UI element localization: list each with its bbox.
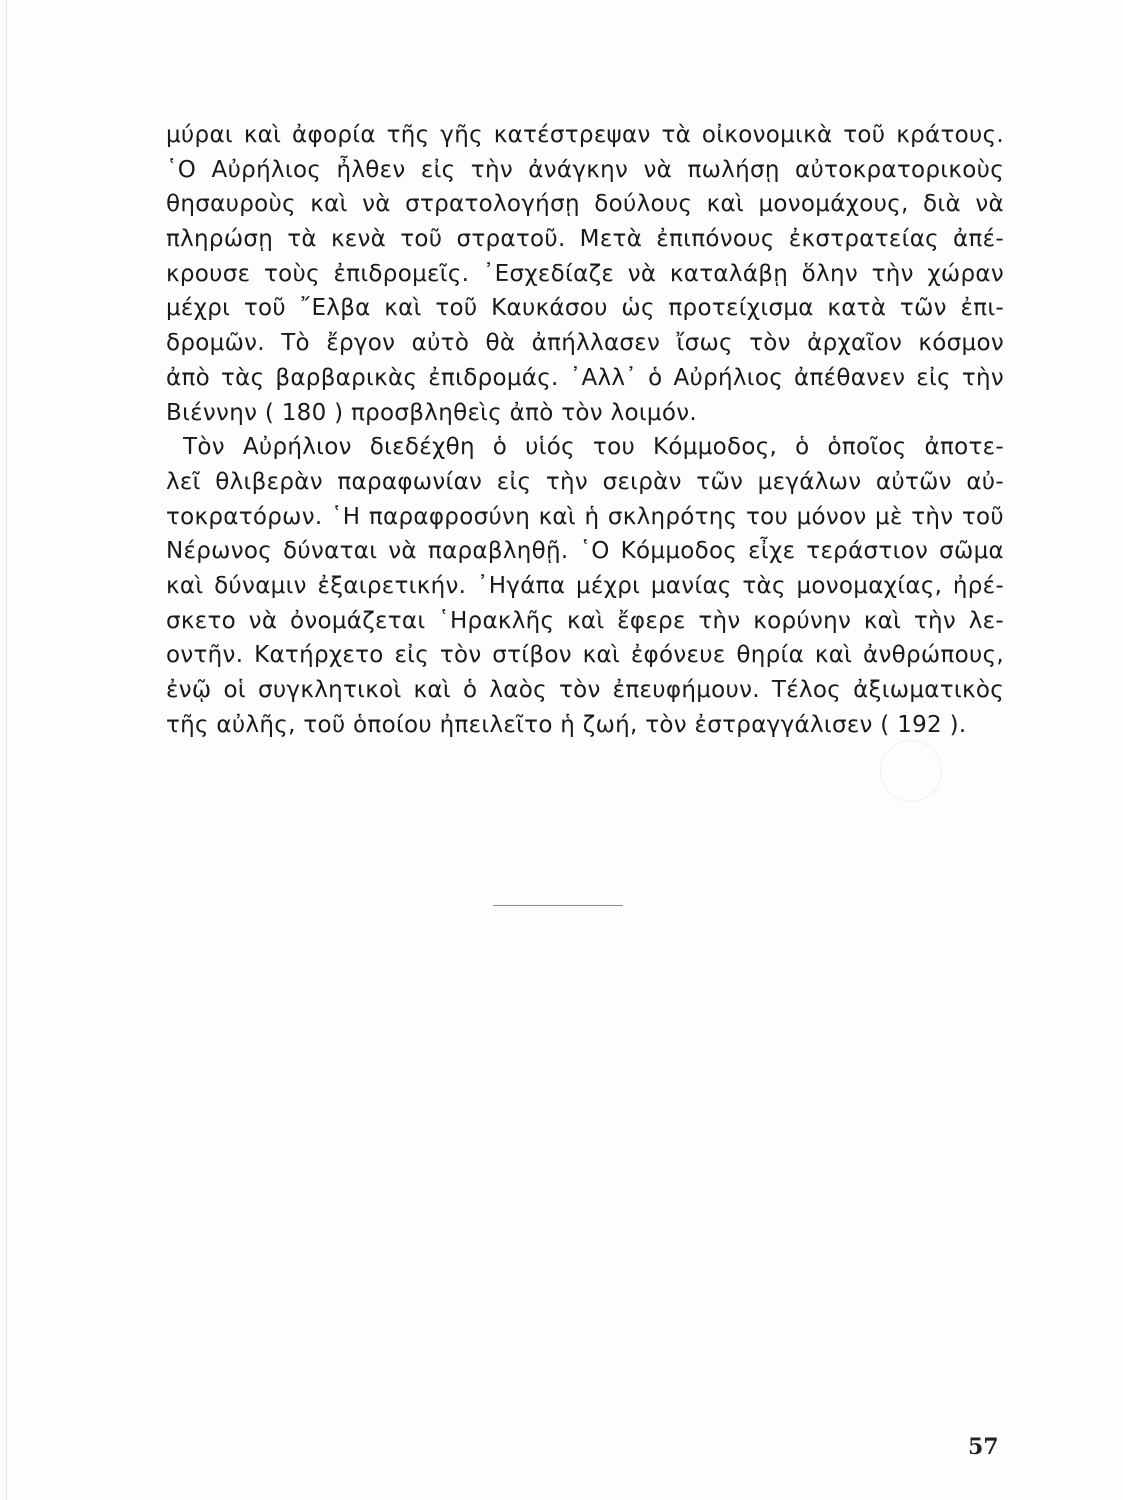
text-line: καὶ δύναμιν ἐξαιρετικήν. ᾿Ηγάπα μέχρι μανίας τὰς μονομαχίας, ἠρέ-	[166, 572, 1004, 599]
text-line: Βιέννην ( 180 ) προσβληθεὶς ἀπὸ τὸν λοιμόν.	[166, 399, 697, 426]
text-line: δρομῶν. Τὸ ἔργον αὐτὸ θὰ ἀπήλλασεν ἴσως τὸν ἀρχαῖον κόσμον	[166, 330, 1004, 357]
text-line: ῾Ο Αὐρήλιος ἦλθεν εἰς τὴν ἀνάγκην νὰ πωλήσῃ αὐτοκρατορικοὺς	[166, 156, 1004, 183]
text-line: τοκρατόρων. ῾Η παραφροσύνη καὶ ἡ σκληρότης του μόνον μὲ τὴν τοῦ	[166, 503, 1004, 530]
text-line: οντῆν. Κατήρχετο εἰς τὸν στίβον καὶ ἐφόνευε θηρία καὶ ἀνθρώπους,	[166, 642, 1004, 669]
text-line: Νέρωνος δύναται νὰ παραβληθῇ. ῾Ο Κόμμοδος εἶχε τεράστιον σῶμα	[166, 538, 1004, 565]
text-line: Τὸν Αὐρήλιον διεδέχθη ὁ υἱός του Κόμμοδος, ὁ ὁποῖος ἀποτε-	[183, 434, 1004, 461]
text-line: πληρώσῃ τὰ κενὰ τοῦ στρατοῦ. Μετὰ ἐπιπόνους ἐκστρατείας ἀπέ-	[166, 226, 1004, 253]
text-line: κρουσε τοὺς ἐπιδρομεῖς. ᾿Εσχεδίαζε νὰ καταλάβῃ ὅλην τὴν χώραν	[166, 260, 1004, 287]
body-text	[166, 118, 1004, 742]
text-line: μέχρι τοῦ ῎Ελβα καὶ τοῦ Καυκάσου ὡς προτείχισμα κατὰ τῶν ἐπι-	[166, 295, 1004, 322]
page-number: 57	[968, 1434, 999, 1460]
text-line: σκετο νὰ ὀνομάζεται ῾Ηρακλῆς καὶ ἔφερε τὴν κορύνην καὶ τὴν λε-	[166, 607, 1004, 634]
text-line: ἀπὸ τὰς βαρβαρικὰς ἐπιδρομάς. ᾿Αλλ᾿ ὁ Αὐρήλιος ἀπέθανεν εἰς τὴν	[166, 364, 1004, 391]
text-line: τῆς αὐλῆς, τοῦ ὁποίου ἠπειλεῖτο ἡ ζωή, τὸν ἐστραγγάλισεν ( 192 ).	[166, 711, 967, 738]
text-line: λεῖ θλιβερὰν παραφωνίαν εἰς τὴν σειρὰν τῶν μεγάλων αὐτῶν αὐ-	[166, 468, 1004, 495]
page-edge	[6, 0, 7, 1500]
text-line: ἐνῷ οἱ συγκλητικοὶ καὶ ὁ λαὸς τὸν ἐπευφήμουν. Τέλος ἀξιωματικὸς	[166, 677, 1004, 703]
text-line: μύραι καὶ ἀφορία τῆς γῆς κατέστρεψαν τὰ οἰκονομικὰ τοῦ κράτους.	[166, 122, 1004, 148]
bleed-through-mark	[880, 740, 942, 802]
text-line: θησαυροὺς καὶ νὰ στρατολογήσῃ δούλους καὶ μονομάχους, διὰ νὰ	[166, 191, 1004, 218]
section-separator	[493, 905, 623, 906]
